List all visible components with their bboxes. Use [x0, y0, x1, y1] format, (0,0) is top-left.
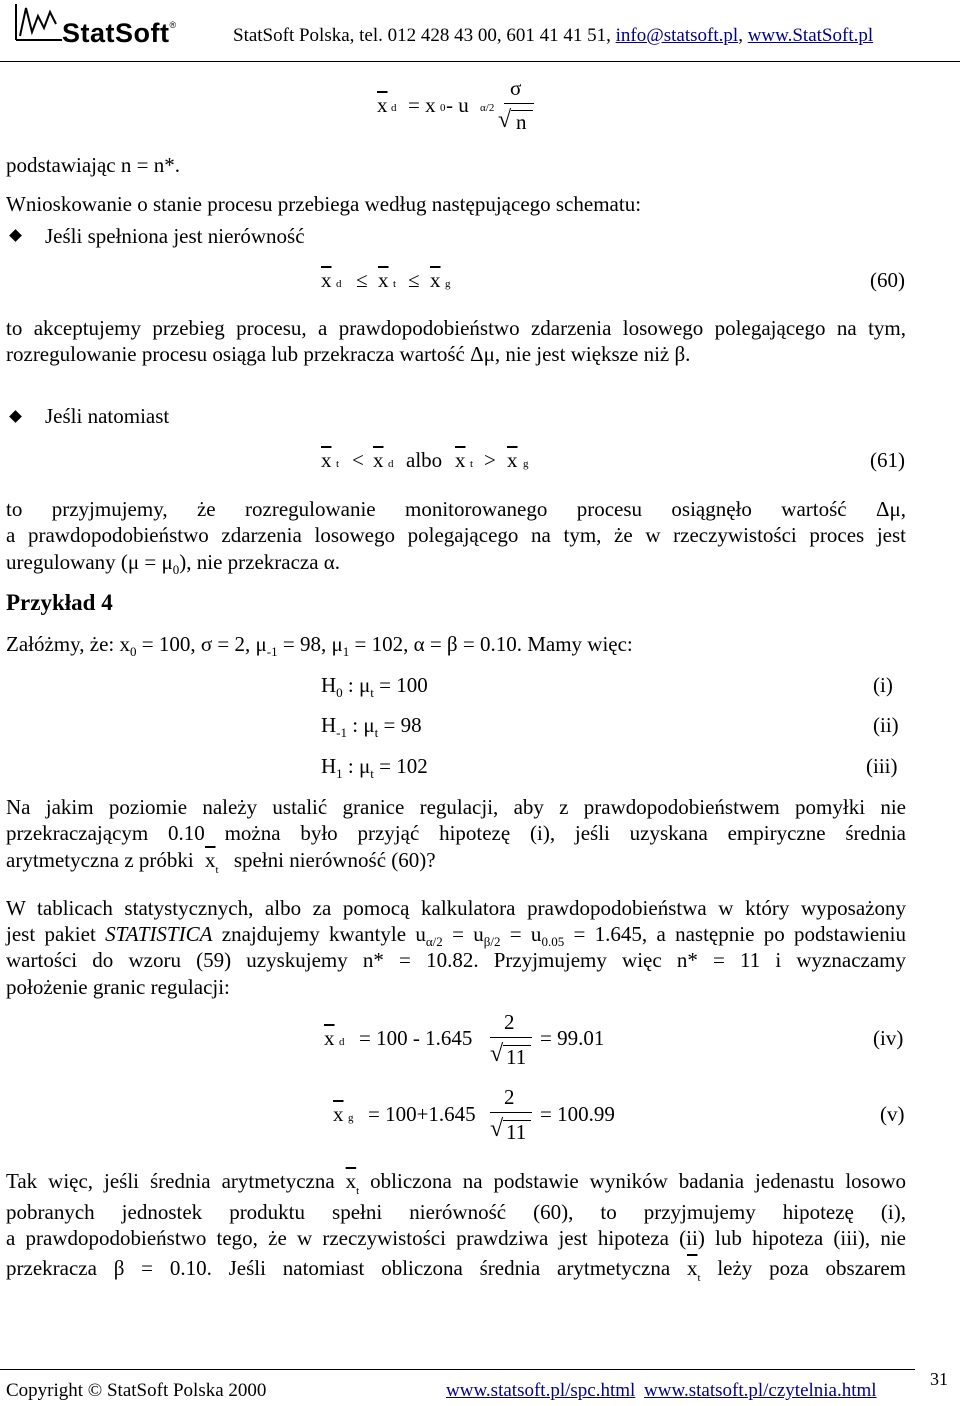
- paragraph-substitution: podstawiając n = n*.: [6, 153, 180, 177]
- header-email-link[interactable]: info@statsoft.pl: [615, 25, 739, 46]
- paragraph-assumptions: Załóżmy, że: $x_0 = 100$, σ = 2, $\mu_{-1} = 98$, $\mu_1 = 102$, α = β = 0.10. Mamy więc:: [6, 632, 633, 659]
- paragraph-conclusion-line2: pobranych jednostek produktu spełni nierówność (60), to przyjmujemy hipotezę (i),: [6, 1200, 906, 1224]
- bullet-diamond-icon: [9, 410, 22, 423]
- paragraph-intro: Wnioskowanie o stanie procesu przebiega według następującego schematu:: [6, 192, 642, 216]
- footer-czytelnia-link[interactable]: www.statsoft.pl/czytelnia.html: [644, 1380, 877, 1401]
- paragraph-conclusion-line4: przekracza β = 0.10. Jeśli natomiast obliczona średnia arytmetyczna $\overline{x}_t$ leży poza obszarem: [6, 1256, 906, 1284]
- paragraph-reject-line2: a prawdopodobieństwo zdarzenia losowego polegającego na tym, że w rzeczywistości proces jest: [6, 523, 906, 547]
- paragraph-question-line2: przekraczającym 0.10 można było przyjąć hipotezę (i), jeśli uzyskana empiryczne średnia: [6, 821, 906, 845]
- paragraph-accept-line2: rozregulowanie procesu osiąga lub przekracza wartość Δμ, nie jest większe niż β.: [6, 342, 691, 366]
- bullet-second-condition: Jeśli natomiast: [45, 404, 170, 428]
- example-heading: Przykład 4: [6, 590, 113, 615]
- bullet-diamond-icon: [9, 229, 22, 242]
- footer-spc-link[interactable]: www.statsoft.pl/spc.html: [446, 1380, 636, 1401]
- footer-divider: [0, 1369, 915, 1370]
- hypothesis-number-ii: (ii): [873, 713, 899, 737]
- equation-number-60: (60): [870, 268, 905, 292]
- paragraph-tables-line2: jest pakiet STATISTICA znajdujemy kwantyle $u_{\alpha/2} = u_{\beta/2} = u_{0.05} = 1.645$, a następnie po podstawieniu: [6, 922, 906, 949]
- paragraph-conclusion-line1: Tak więc, jeśli średnia arytmetyczna $\overline{x}_t$ obliczona na podstawie wyników badania jedenastu losowo: [6, 1169, 906, 1197]
- formula-number-v: (v): [880, 1102, 905, 1126]
- header-contact-info: StatSoft Polska, tel. 012 428 43 00, 601 41 41 51, info@statsoft.pl, www.StatSoft.pl: [233, 25, 874, 46]
- hypothesis-number-iii: (iii): [866, 754, 898, 778]
- paragraph-question-line3: arytmetyczna z próbki $\overline{x}_t$ spełni nierówność (60)?: [6, 848, 436, 876]
- hypothesis-h-minus1: $H_{-1}$ : $\mu_t = 98$: [321, 713, 422, 740]
- paragraph-tables-line3: wartości do wzoru (59) uzyskujemy n* = 10.82. Przyjmujemy więc n* = 11 i wyznaczamy: [6, 948, 906, 972]
- header-divider: [0, 61, 960, 62]
- paragraph-reject-line3: uregulowany $(\mu = \mu_0)$, nie przekracza α.: [6, 550, 341, 577]
- statsoft-logo-graph-icon: [14, 2, 64, 42]
- equation-number-61: (61): [870, 448, 905, 472]
- page-number: 31: [930, 1369, 948, 1389]
- paragraph-tables-line4: położenie granic regulacji:: [6, 975, 230, 999]
- paragraph-tables-line1: W tablicach statystycznych, albo za pomocą kalkulatora prawdopodobieństwa w który wyposażony: [6, 896, 906, 920]
- formula-number-iv: (iv): [873, 1026, 904, 1050]
- footer-links: [446, 1380, 877, 1402]
- bullet-first-condition: Jeśli spełniona jest nierówność: [45, 224, 305, 248]
- paragraph-conclusion-line3: a prawdopodobieństwo tego, że w rzeczywistości prawdziwa jest hipoteza (ii) lub hipoteza (iii), nie: [6, 1226, 906, 1250]
- footer-copyright: Copyright © StatSoft Polska 2000: [6, 1380, 267, 1401]
- paragraph-reject-line1: to przyjmujemy, że rozregulowanie monitorowanego procesu osiągnęło wartość Δμ,: [6, 497, 906, 521]
- statsoft-logo-text: StatSoft®: [62, 18, 177, 48]
- hypothesis-h0: $H_0$ : $\mu_t = 100$: [321, 673, 428, 700]
- paragraph-question-line1: Na jakim poziomie należy ustalić granice regulacji, aby z prawdopodobieństwem pomyłki nie: [6, 795, 906, 819]
- paragraph-accept-line1: to akceptujemy przebieg procesu, a prawdopodobieństwo zdarzenia losowego polegającego na tym,: [6, 316, 906, 340]
- header-website-link[interactable]: www.StatSoft.pl: [747, 25, 874, 46]
- hypothesis-number-i: (i): [873, 673, 893, 697]
- hypothesis-h1: $H_1$ : $\mu_t = 102$: [321, 754, 428, 781]
